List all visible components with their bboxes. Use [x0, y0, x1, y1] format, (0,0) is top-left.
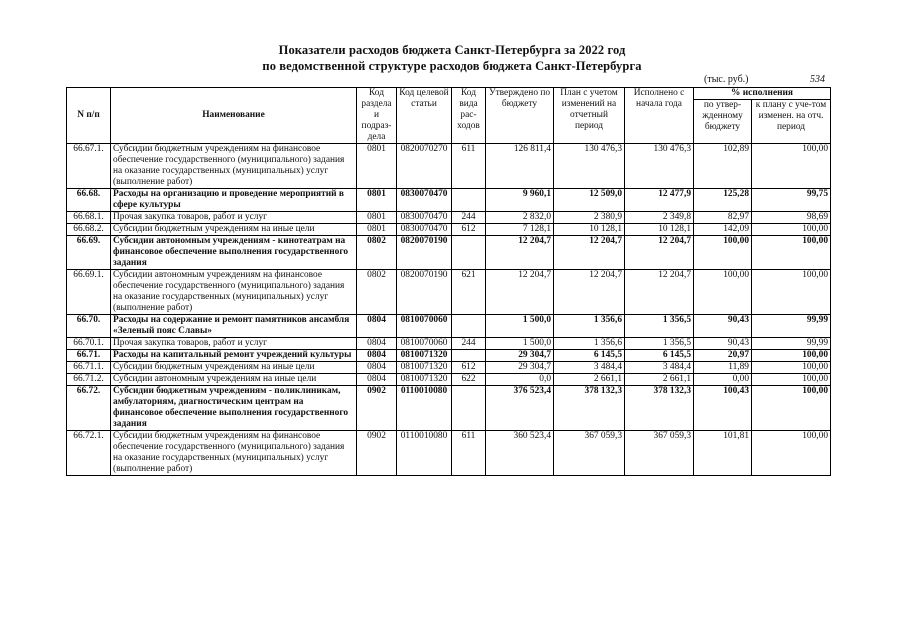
- col-header-type: Код вида рас-ходов: [452, 88, 486, 144]
- row-target-code: 0830070470: [397, 224, 452, 236]
- col-header-target: Код целевой статьи: [397, 88, 452, 144]
- row-number: 66.69.1.: [67, 270, 111, 315]
- table-row: [67, 386, 831, 431]
- row-pct-plan: 99,99: [752, 338, 831, 350]
- row-pct-plan: 100,00: [752, 224, 831, 236]
- table-row: [67, 189, 831, 212]
- table-row: [67, 212, 831, 224]
- row-number: 66.70.1.: [67, 338, 111, 350]
- row-plan: 378 132,3: [554, 386, 625, 431]
- row-number: 66.68.: [67, 189, 111, 212]
- row-type-code: [452, 236, 486, 270]
- row-pct-plan: 100,00: [752, 386, 831, 431]
- row-pct-plan: 100,00: [752, 350, 831, 362]
- row-target-code: 0830070470: [397, 189, 452, 212]
- table-row: [67, 315, 831, 338]
- row-executed: 2 661,1: [625, 374, 694, 386]
- row-executed: 3 484,4: [625, 362, 694, 374]
- table-row: [67, 224, 831, 236]
- row-approved: 0,0: [486, 374, 554, 386]
- row-name: Субсидии бюджетным учреждениям - поликлиникам, амбулаториям, диагностическим центрам на финансовое обеспечение выполнения государственного задания: [111, 386, 357, 431]
- row-type-code: 244: [452, 212, 486, 224]
- row-pct-approved: 20,97: [694, 350, 752, 362]
- row-executed: 6 145,5: [625, 350, 694, 362]
- table-body: [67, 144, 831, 476]
- row-executed: 12 477,9: [625, 189, 694, 212]
- row-approved: 12 204,7: [486, 236, 554, 270]
- row-number: 66.71.1.: [67, 362, 111, 374]
- row-number: 66.68.2.: [67, 224, 111, 236]
- row-name: Прочая закупка товаров, работ и услуг: [111, 212, 357, 224]
- row-name: Субсидии бюджетным учреждениям на иные цели: [111, 224, 357, 236]
- row-section-code: 0801: [357, 189, 397, 212]
- row-executed: 1 356,5: [625, 338, 694, 350]
- row-target-code: 0110010080: [397, 431, 452, 476]
- row-target-code: 0820070190: [397, 270, 452, 315]
- row-approved: 360 523,4: [486, 431, 554, 476]
- row-plan: 12 509,0: [554, 189, 625, 212]
- row-pct-approved: 82,97: [694, 212, 752, 224]
- row-pct-plan: 98,69: [752, 212, 831, 224]
- row-number: 66.70.: [67, 315, 111, 338]
- row-section-code: 0801: [357, 212, 397, 224]
- row-executed: 12 204,7: [625, 270, 694, 315]
- row-section-code: 0902: [357, 431, 397, 476]
- row-target-code: 0830070470: [397, 212, 452, 224]
- row-type-code: [452, 315, 486, 338]
- row-pct-plan: 100,00: [752, 144, 831, 189]
- row-type-code: 621: [452, 270, 486, 315]
- row-section-code: 0804: [357, 350, 397, 362]
- row-number: 66.72.1.: [67, 431, 111, 476]
- row-executed: 378 132,3: [625, 386, 694, 431]
- row-type-code: [452, 386, 486, 431]
- col-header-section: Код раздела и подраз-дела: [357, 88, 397, 144]
- row-executed: 2 349,8: [625, 212, 694, 224]
- row-pct-plan: 100,00: [752, 270, 831, 315]
- row-plan: 3 484,4: [554, 362, 625, 374]
- row-section-code: 0802: [357, 270, 397, 315]
- row-target-code: 0810071320: [397, 374, 452, 386]
- row-approved: 9 960,1: [486, 189, 554, 212]
- document-subtitle: по ведомственной структуре расходов бюджета Санкт-Петербурга: [262, 59, 642, 73]
- col-header-name: Наименование: [111, 88, 357, 144]
- row-number: 66.69.: [67, 236, 111, 270]
- col-header-executed: Исполнено с начала года: [625, 88, 694, 144]
- row-pct-plan: 100,00: [752, 431, 831, 476]
- row-section-code: 0801: [357, 224, 397, 236]
- row-plan: 6 145,5: [554, 350, 625, 362]
- row-plan: 367 059,3: [554, 431, 625, 476]
- col-header-pct-plan: к плану с уче-том изменен. на отч. период: [752, 100, 831, 144]
- row-approved: 376 523,4: [486, 386, 554, 431]
- row-name: Субсидии автономным учреждениям - кинотеатрам на финансовое обеспечение выполнения государственного задания: [111, 236, 357, 270]
- row-approved: 126 811,4: [486, 144, 554, 189]
- row-plan: 12 204,7: [554, 270, 625, 315]
- table-row: [67, 431, 831, 476]
- row-name: Расходы на капитальный ремонт учреждений культуры: [111, 350, 357, 362]
- row-approved: 1 500,0: [486, 338, 554, 350]
- row-type-code: [452, 189, 486, 212]
- row-approved: 7 128,1: [486, 224, 554, 236]
- page-number: 534: [810, 74, 825, 85]
- col-header-pct-group: % исполнения: [694, 88, 831, 100]
- row-pct-approved: 100,43: [694, 386, 752, 431]
- row-pct-approved: 11,89: [694, 362, 752, 374]
- row-name: Субсидии автономным учреждениям на финансовое обеспечение государственного (муниципального) задания на оказание государственных (муниципальных) услуг (выполнение работ): [111, 270, 357, 315]
- col-header-num: N п/п: [67, 88, 111, 144]
- row-approved: 29 304,7: [486, 350, 554, 362]
- row-pct-plan: 100,00: [752, 236, 831, 270]
- row-target-code: 0810070060: [397, 338, 452, 350]
- row-executed: 130 476,3: [625, 144, 694, 189]
- row-pct-approved: 0,00: [694, 374, 752, 386]
- row-target-code: 0810071320: [397, 362, 452, 374]
- row-type-code: 622: [452, 374, 486, 386]
- row-section-code: 0902: [357, 386, 397, 431]
- row-type-code: 612: [452, 362, 486, 374]
- row-pct-plan: 100,00: [752, 374, 831, 386]
- row-executed: 10 128,1: [625, 224, 694, 236]
- row-number: 66.67.1.: [67, 144, 111, 189]
- row-pct-plan: 99,75: [752, 189, 831, 212]
- row-pct-approved: 125,28: [694, 189, 752, 212]
- row-name: Расходы на содержание и ремонт памятников ансамбля «Зеленый пояс Славы»: [111, 315, 357, 338]
- row-pct-approved: 100,00: [694, 236, 752, 270]
- table-row: [67, 350, 831, 362]
- table-row: [67, 338, 831, 350]
- col-header-plan: План с учетом изменений на отчетный период: [554, 88, 625, 144]
- row-type-code: 244: [452, 338, 486, 350]
- table-row: [67, 144, 831, 189]
- row-target-code: 0810070060: [397, 315, 452, 338]
- row-plan: 1 356,6: [554, 315, 625, 338]
- row-name: Прочая закупка товаров, работ и услуг: [111, 338, 357, 350]
- row-target-code: 0820070270: [397, 144, 452, 189]
- row-name: Расходы на организацию и проведение мероприятий в сфере культуры: [111, 189, 357, 212]
- row-section-code: 0804: [357, 362, 397, 374]
- col-header-approved: Утверждено по бюджету: [486, 88, 554, 144]
- row-pct-plan: 100,00: [752, 362, 831, 374]
- row-pct-approved: 90,43: [694, 315, 752, 338]
- row-section-code: 0804: [357, 338, 397, 350]
- row-target-code: 0810071320: [397, 350, 452, 362]
- table-row: [67, 270, 831, 315]
- row-target-code: 0110010080: [397, 386, 452, 431]
- row-plan: 1 356,6: [554, 338, 625, 350]
- table-row: [67, 374, 831, 386]
- row-number: 66.68.1.: [67, 212, 111, 224]
- row-pct-plan: 99,99: [752, 315, 831, 338]
- row-name: Субсидии автономным учреждениям на иные цели: [111, 374, 357, 386]
- table-row: [67, 236, 831, 270]
- row-plan: 2 380,9: [554, 212, 625, 224]
- row-approved: 29 304,7: [486, 362, 554, 374]
- row-pct-approved: 101,81: [694, 431, 752, 476]
- row-pct-approved: 100,00: [694, 270, 752, 315]
- row-pct-approved: 102,89: [694, 144, 752, 189]
- document-title: Показатели расходов бюджета Санкт-Петербурга за 2022 год: [278, 43, 626, 57]
- row-plan: 10 128,1: [554, 224, 625, 236]
- table-row: [67, 362, 831, 374]
- row-section-code: 0801: [357, 144, 397, 189]
- row-name: Субсидии бюджетным учреждениям на финансовое обеспечение государственного (муниципального) задания на оказание государственных (муниципальных) услуг (выполнение работ): [111, 144, 357, 189]
- row-type-code: 611: [452, 144, 486, 189]
- row-section-code: 0804: [357, 315, 397, 338]
- row-type-code: [452, 350, 486, 362]
- row-number: 66.71.2.: [67, 374, 111, 386]
- row-executed: 12 204,7: [625, 236, 694, 270]
- row-approved: 2 832,0: [486, 212, 554, 224]
- budget-table: [66, 87, 831, 476]
- row-plan: 130 476,3: [554, 144, 625, 189]
- row-executed: 367 059,3: [625, 431, 694, 476]
- col-header-pct-approved: по утвер-жденному бюджету: [694, 100, 752, 144]
- row-approved: 1 500,0: [486, 315, 554, 338]
- row-section-code: 0804: [357, 374, 397, 386]
- row-pct-approved: 142,09: [694, 224, 752, 236]
- row-target-code: 0820070190: [397, 236, 452, 270]
- row-number: 66.72.: [67, 386, 111, 431]
- row-section-code: 0802: [357, 236, 397, 270]
- row-type-code: 611: [452, 431, 486, 476]
- row-plan: 2 661,1: [554, 374, 625, 386]
- units-label: (тыс. руб.): [704, 74, 749, 85]
- row-approved: 12 204,7: [486, 270, 554, 315]
- row-pct-approved: 90,43: [694, 338, 752, 350]
- row-executed: 1 356,5: [625, 315, 694, 338]
- row-number: 66.71.: [67, 350, 111, 362]
- row-name: Субсидии бюджетным учреждениям на иные цели: [111, 362, 357, 374]
- row-type-code: 612: [452, 224, 486, 236]
- row-name: Субсидии бюджетным учреждениям на финансовое обеспечение государственного (муниципального) задания на оказание государственных (муниципальных) услуг (выполнение работ): [111, 431, 357, 476]
- row-plan: 12 204,7: [554, 236, 625, 270]
